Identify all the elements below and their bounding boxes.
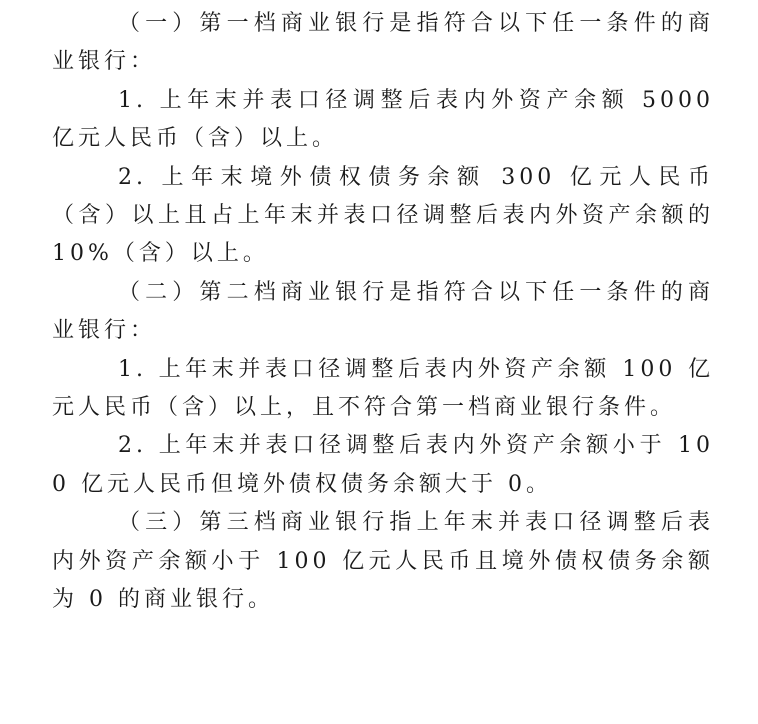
section-two-item-1: 1. 上年末并表口径调整后表内外资产余额 100 亿元人民币（含）以上，且不符合第一档商业银行条件。 bbox=[52, 356, 714, 421]
section-three-paragraph: （三）第三档商业银行指上年末并表口径调整后表内外资产余额小于 100 亿元人民币且境外债权债务余额为 0 的商业银行。 bbox=[52, 510, 714, 613]
section-two-heading: （二）第二档商业银行是指符合以下任一条件的商业银行： bbox=[52, 279, 714, 344]
section-one-item-1: 1. 上年末并表口径调整后表内外资产余额 5000 亿元人民币（含）以上。 bbox=[52, 87, 714, 152]
document-body bbox=[52, 0, 714, 620]
section-two-item-2: 2. 上年末并表口径调整后表内外资产余额小于 100 亿元人民币但境外债权债务余额大于 0。 bbox=[52, 433, 714, 497]
section-one-item-2: 2. 上年末境外债权债务余额 300 亿元人民币（含）以上且占上年末并表口径调整后表内外资产余额的 10%（含）以上。 bbox=[52, 164, 714, 267]
section-one-heading: （一）第一档商业银行是指符合以下任一条件的商业银行： bbox=[52, 11, 714, 75]
